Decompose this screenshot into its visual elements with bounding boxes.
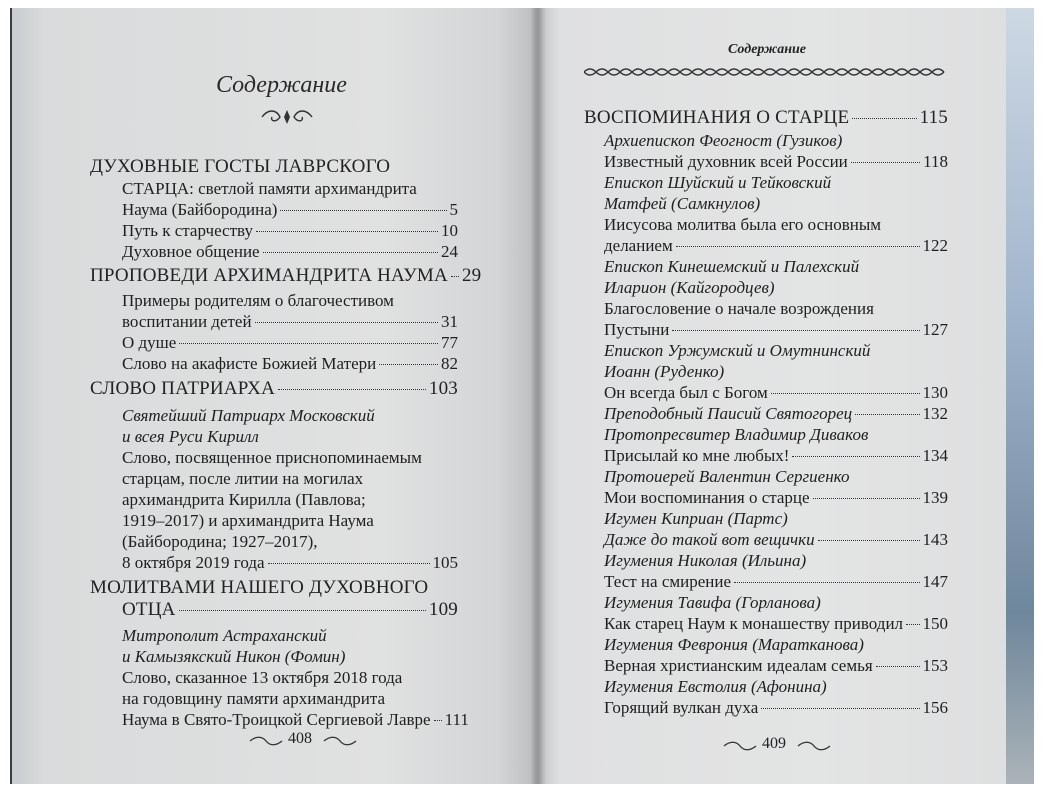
toc-page-number: 147 bbox=[922, 572, 948, 591]
toc-entry-title: О душе bbox=[122, 333, 177, 352]
toc-line: Слово, сказанное 13 октября 2018 года bbox=[122, 668, 403, 687]
author-line: Святейший Патриарх Московский bbox=[122, 406, 375, 425]
toc-entry[interactable] bbox=[122, 220, 458, 241]
book-photo bbox=[10, 8, 1034, 784]
toc-page-number: 111 bbox=[444, 710, 469, 729]
leader-dots bbox=[179, 610, 426, 611]
author-line: и Камызякский Никон (Фомин) bbox=[122, 647, 346, 666]
author-line: Игумения Евстолия (Афонина) bbox=[604, 677, 827, 696]
toc-page-number: 130 bbox=[922, 383, 948, 402]
flourish-ornament-icon bbox=[258, 107, 316, 127]
toc-line: Благословение о начале возрождения bbox=[604, 299, 874, 318]
toc-entry-title: Мои воспоминания о старце bbox=[604, 488, 810, 507]
footer-ornament-left-icon bbox=[248, 736, 284, 746]
leader-dots bbox=[876, 666, 920, 667]
toc-entry[interactable] bbox=[604, 319, 948, 340]
leader-dots bbox=[906, 624, 919, 625]
left-header-title: Содержание bbox=[216, 72, 347, 98]
toc-page-number: 24 bbox=[441, 242, 458, 261]
author-line: Епископ Уржумский и Омутнинский bbox=[604, 341, 871, 360]
toc-page-number: 109 bbox=[428, 599, 458, 620]
author-line: Игумения Тавифа (Горланова) bbox=[604, 593, 821, 612]
leader-dots bbox=[434, 720, 442, 721]
leader-dots bbox=[813, 498, 920, 499]
toc-line: 1919–2017) и архимандрита Наума bbox=[122, 511, 374, 530]
section-title: ДУХОВНЫЕ ГОСТЫ ЛАВРСКОГО bbox=[90, 156, 391, 177]
leader-dots bbox=[379, 364, 438, 365]
right-page-number: 409 bbox=[762, 735, 786, 752]
toc-page-number: 115 bbox=[919, 107, 948, 128]
leader-dots bbox=[268, 563, 430, 564]
toc-entry-title: Он всегда был с Богом bbox=[604, 383, 768, 402]
author-line: Протопресвитер Владимир Диваков bbox=[604, 425, 869, 444]
toc-page-number: 122 bbox=[922, 236, 948, 255]
author-line: Иларион (Кайгородцев) bbox=[604, 278, 775, 297]
toc-line: архимандрита Кирилла (Павлова; bbox=[122, 490, 366, 509]
author-line: и всея Руси Кирилл bbox=[122, 427, 259, 446]
toc-line: Иисусова молитва была его основным bbox=[604, 215, 882, 234]
footer-ornament-right-icon bbox=[322, 736, 358, 746]
toc-entry-title: Как старец Наум к монашеству приводил bbox=[604, 614, 904, 633]
toc-entry-title: Присылай ко мне любых! bbox=[604, 446, 790, 465]
toc-line: на годовщину памяти архимандрита bbox=[122, 689, 386, 708]
author-line: Епископ Кинешемский и Палехский bbox=[604, 257, 860, 276]
author-line: Митрополит Астраханский bbox=[122, 626, 327, 645]
section-title-text: ОТЦА bbox=[122, 599, 176, 620]
author-line: Игумения Николая (Ильина) bbox=[604, 551, 807, 570]
toc-entry[interactable] bbox=[604, 655, 948, 676]
toc-page-number: 150 bbox=[922, 614, 948, 633]
toc-entry-title: Верная христианским идеалам семья bbox=[604, 656, 873, 675]
toc-entry[interactable] bbox=[604, 613, 948, 634]
leader-dots bbox=[179, 343, 438, 344]
toc-entry[interactable] bbox=[122, 311, 458, 332]
section-title-text: ВОСПОМИНАНИЯ О СТАРЦЕ bbox=[584, 107, 850, 128]
toc-entry[interactable] bbox=[604, 235, 948, 256]
toc-page-number: 82 bbox=[441, 354, 458, 373]
section-title[interactable] bbox=[90, 378, 458, 400]
toc-page-number: 134 bbox=[922, 446, 948, 465]
toc-entry-title: 8 октября 2019 года bbox=[122, 553, 265, 572]
section-title: МОЛИТВАМИ НАШЕГО ДУХОВНОГО bbox=[90, 577, 429, 598]
leader-dots bbox=[263, 252, 438, 253]
toc-entry-title: Преподобный Паисий Святогорец bbox=[604, 404, 853, 423]
toc-entry[interactable] bbox=[122, 199, 458, 220]
toc-line: Слово, посвященное приснопоминаемым bbox=[122, 448, 422, 467]
toc-entry[interactable] bbox=[604, 487, 948, 508]
toc-entry-title: Слово на акафисте Божией Матери bbox=[122, 354, 377, 373]
section-title[interactable] bbox=[584, 107, 948, 129]
toc-page-number: 143 bbox=[922, 530, 948, 549]
toc-entry-title: Известный духовник всей России bbox=[604, 152, 848, 171]
toc-line: Примеры родителям о благочестивом bbox=[122, 291, 394, 310]
toc-entry[interactable] bbox=[604, 571, 948, 592]
section-title[interactable] bbox=[122, 599, 458, 621]
leader-dots bbox=[256, 231, 438, 232]
leader-dots bbox=[852, 118, 916, 119]
leader-dots bbox=[771, 393, 920, 394]
toc-page-number: 5 bbox=[449, 200, 458, 219]
toc-entry-title: Духовное общение bbox=[122, 242, 260, 261]
toc-page-number: 156 bbox=[922, 698, 948, 717]
leader-dots bbox=[280, 210, 446, 211]
toc-entry[interactable] bbox=[604, 151, 948, 172]
author-line: Архиепископ Феогност (Гузиков) bbox=[604, 131, 843, 150]
author-line: Матфей (Самкнулов) bbox=[604, 194, 761, 213]
author-line: Иоанн (Руденко) bbox=[604, 362, 725, 381]
toc-page-number: 132 bbox=[922, 404, 948, 423]
section-title[interactable] bbox=[90, 265, 482, 287]
section-title-text: СЛОВО ПАТРИАРХА bbox=[90, 378, 276, 399]
leader-dots bbox=[672, 330, 919, 331]
leader-dots bbox=[451, 276, 459, 277]
toc-entry[interactable] bbox=[604, 529, 948, 550]
toc-entry-title: деланием bbox=[604, 236, 673, 255]
toc-page-number: 77 bbox=[441, 333, 458, 352]
toc-line: старцам, после литии на могилах bbox=[122, 469, 364, 488]
toc-page-number: 31 bbox=[441, 312, 458, 331]
toc-entry-title: Пустыни bbox=[604, 320, 670, 339]
toc-entry[interactable] bbox=[604, 697, 948, 718]
leader-dots bbox=[851, 162, 920, 163]
toc-entry[interactable] bbox=[122, 552, 458, 573]
leader-dots bbox=[278, 389, 426, 390]
toc-entry[interactable] bbox=[604, 382, 948, 403]
right-header-title: Содержание bbox=[728, 42, 806, 57]
toc-page-number: 29 bbox=[461, 265, 482, 286]
leader-dots bbox=[855, 414, 919, 415]
leader-dots bbox=[734, 582, 919, 583]
toc-entry[interactable] bbox=[604, 445, 948, 466]
leader-dots bbox=[761, 708, 919, 709]
toc-page-number: 127 bbox=[922, 320, 948, 339]
author-line: Протоиерей Валентин Сергиенко bbox=[604, 467, 850, 486]
toc-page-number: 118 bbox=[923, 152, 948, 171]
leader-dots bbox=[818, 540, 920, 541]
toc-entry[interactable] bbox=[122, 241, 458, 262]
leader-dots bbox=[676, 246, 920, 247]
toc-entry[interactable] bbox=[122, 709, 469, 730]
toc-page-number: 153 bbox=[922, 656, 948, 675]
toc-entry-title: Горящий вулкан духа bbox=[604, 698, 759, 717]
leader-dots bbox=[792, 456, 919, 457]
toc-entry-title: Тест на смирение bbox=[604, 572, 732, 591]
toc-entry[interactable] bbox=[122, 353, 458, 374]
toc-page-number: 103 bbox=[428, 378, 458, 399]
left-page-number: 408 bbox=[288, 730, 312, 747]
toc-entry[interactable] bbox=[122, 332, 458, 353]
toc-page-number: 105 bbox=[432, 553, 458, 572]
header-rule-ornament-icon bbox=[584, 66, 948, 78]
toc-page-number: 139 bbox=[922, 488, 948, 507]
toc-line: СТАРЦА: светлой памяти архимандрита bbox=[122, 179, 417, 198]
toc-line: (Байбородина; 1927–2017), bbox=[122, 532, 318, 551]
toc-entry-title: Наума (Байбородина) bbox=[122, 200, 278, 219]
footer-ornament-right-icon bbox=[796, 741, 832, 751]
toc-page-number: 10 bbox=[441, 221, 458, 240]
toc-entry[interactable] bbox=[604, 403, 948, 424]
toc-entry-title: Наума в Свято-Троицкой Сергиевой Лавре bbox=[122, 710, 431, 729]
toc-entry-title: воспитании детей bbox=[122, 312, 252, 331]
author-line: Игумен Киприан (Партс) bbox=[604, 509, 788, 528]
leader-dots bbox=[255, 322, 438, 323]
toc-entry-title: Путь к старчеству bbox=[122, 221, 253, 240]
toc-entry-title: Даже до такой вот вещички bbox=[604, 530, 815, 549]
section-title-text: ПРОПОВЕДИ АРХИМАНДРИТА НАУМА bbox=[90, 265, 448, 286]
footer-ornament-left-icon bbox=[722, 741, 758, 751]
author-line: Епископ Шуйский и Тейковский bbox=[604, 173, 832, 192]
author-line: Игумения Феврония (Маратканова) bbox=[604, 635, 864, 654]
